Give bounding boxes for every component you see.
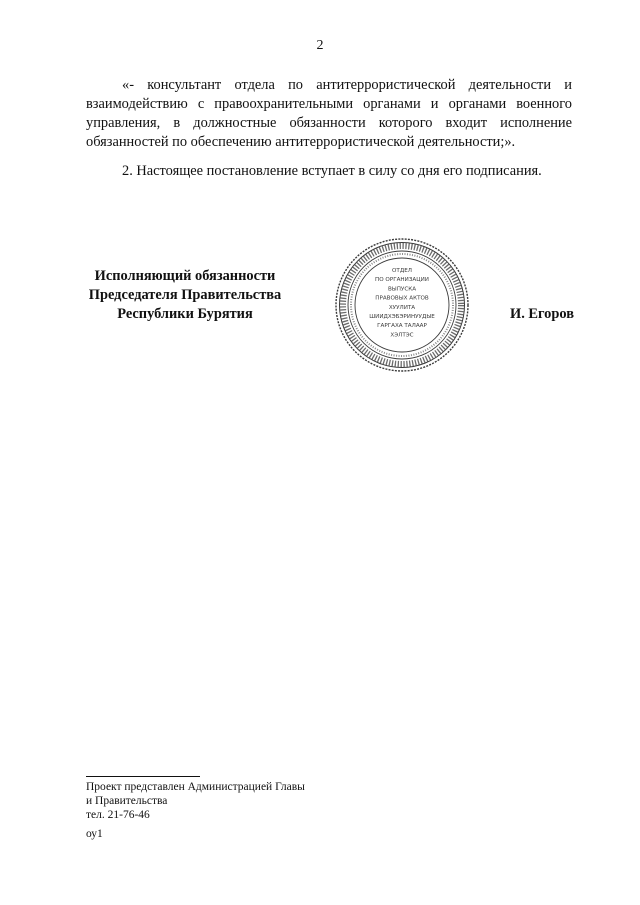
seal-text-line: ХУУЛИТА	[388, 304, 416, 311]
footer-code: оу1	[86, 828, 103, 840]
seal-text-line: ВЫПУСКА	[387, 286, 417, 293]
signatory-position-line: Республики Бурятия	[117, 306, 253, 322]
footer-divider	[86, 776, 200, 777]
seal-text-line: ХЭЛТЭС	[390, 332, 414, 339]
seal-text-line: ПРАВОВЫХ АКТОВ	[375, 295, 429, 302]
footer-line: Проект представлен Администрацией Главы	[86, 781, 305, 793]
footer-line: и Правительства	[86, 795, 168, 807]
signatory-position-line: Исполняющий обязанности	[94, 268, 276, 284]
signatory-position-line: Председателя Правительства	[88, 287, 282, 303]
seal-text-line: ГАРГАХА ТАЛААР	[377, 323, 427, 330]
signatory-name: И. Егоров	[510, 306, 574, 322]
seal-text-line: ШИИДХЭБЭРИНУУДЫЕ	[369, 314, 435, 320]
official-seal-stamp	[333, 236, 471, 374]
paragraph-amendment: «- консультант отдела по антитеррористической деятельности и взаимодействию с правоохранительными органами и органами военного управления, в должностные обязанности которого входит исполнение обязанностей по обеспечению антитеррористической деятельности;».	[86, 77, 572, 150]
footer-note	[86, 780, 305, 841]
seal-text-line: ПО ОРГАНИЗАЦИИ	[375, 277, 429, 284]
footer-line: тел. 21-76-46	[86, 809, 150, 821]
page-number: 2	[316, 38, 324, 53]
seal-text-line: ОТДЕЛ	[392, 268, 412, 274]
paragraph-effective-date: 2. Настоящее постановление вступает в силу со дня его подписания.	[122, 163, 542, 179]
signatory-position	[76, 267, 294, 324]
